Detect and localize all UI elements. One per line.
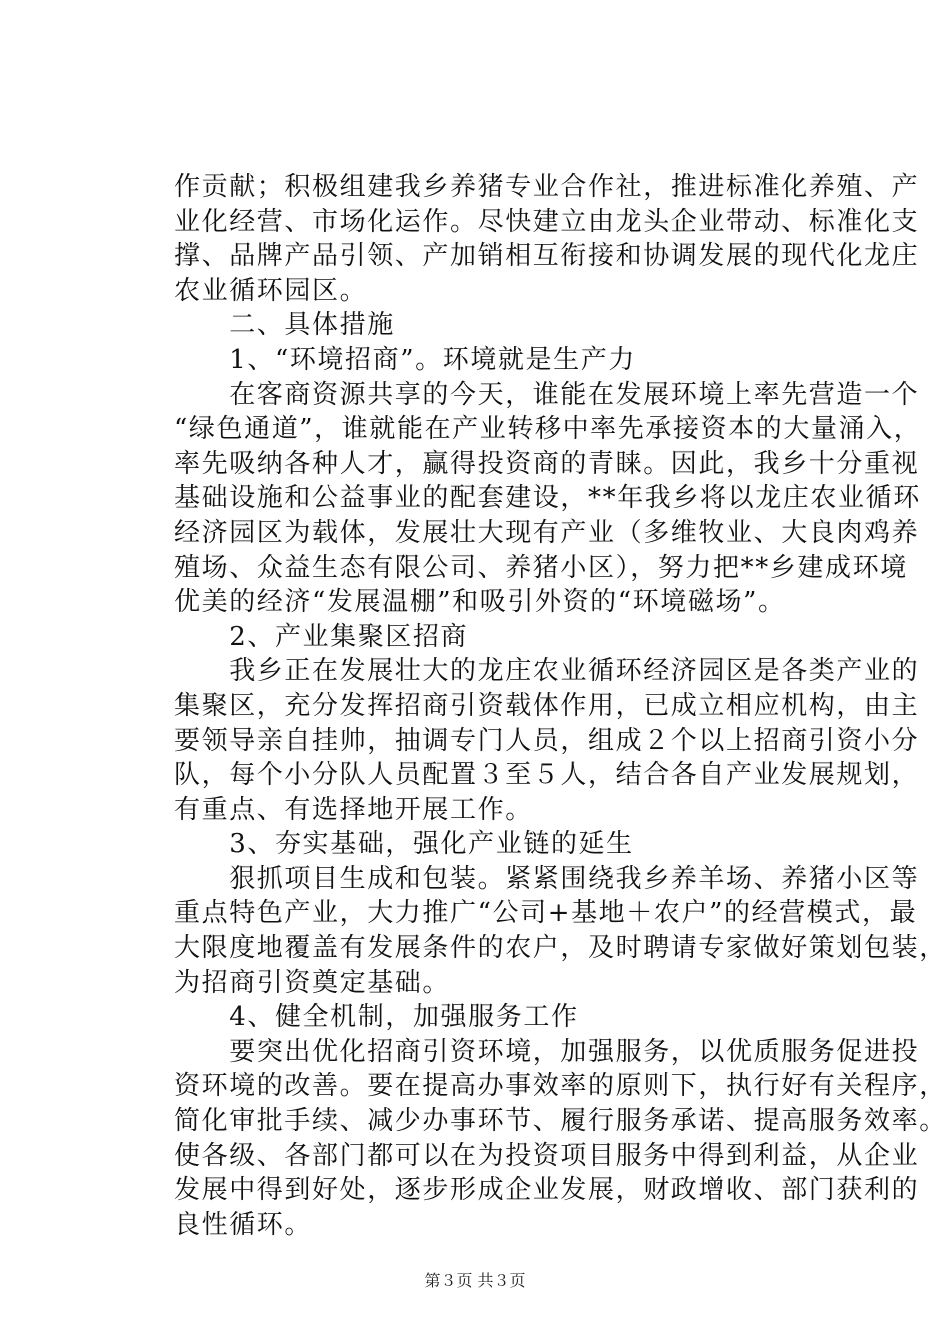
- text-line: 有重点、有选择地开展工作。: [174, 794, 533, 825]
- text-line: 在客商资源共享的今天，谁能在发展环境上率先营造一个: [174, 379, 920, 410]
- text-line: 使各级、各部门都可以在为投资项目服务中得到利益，从企业: [174, 1140, 920, 1171]
- text-line: 资环境的改善。要在提高办事效率的原则下，执行好有关程序，: [174, 1071, 947, 1102]
- text-line: 优美的经济“发展温棚”和吸引外资的“环境磁场”。: [174, 587, 786, 618]
- text-line: 4、健全机制，加强服务工作: [174, 1002, 579, 1033]
- text-line: 2、产业集聚区招商: [174, 621, 469, 652]
- text-line: 集聚区，充分发挥招商引资载体作用，已成立相应机构，由主: [174, 690, 920, 721]
- text-line: 要领导亲自挂帅，抽调专门人员，组成２个以上招商引资小分: [174, 725, 920, 756]
- text-line: 撑、品牌产品引领、产加销相互衔接和协调发展的现代化龙庄: [174, 241, 920, 272]
- text-line: 良性循环。: [174, 1209, 313, 1240]
- text-line: 狠抓项目生成和包装。紧紧围绕我乡养羊场、养猪小区等: [174, 863, 920, 894]
- text-line: 发展中得到好处，逐步形成企业发展，财政增收、部门获利的: [174, 1175, 920, 1206]
- text-line: 我乡正在发展壮大的龙庄农业循环经济园区是各类产业的: [174, 656, 920, 687]
- text-line: 殖场、众益生态有限公司、养猪小区），努力把**乡建成环境: [174, 552, 908, 583]
- text-line: 二、具体措施: [174, 310, 395, 341]
- text-line: 3、夯实基础，强化产业链的延生: [174, 829, 634, 860]
- text-line: 业化经营、市场化运作。尽快建立由龙头企业带动、标准化支: [174, 206, 920, 237]
- text-line: 要突出优化招商引资环境，加强服务，以优质服务促进投: [174, 1036, 920, 1067]
- text-line: “绿色通道”，谁就能在产业转移中率先承接资本的大量涌入，: [174, 414, 922, 445]
- text-line: 农业循环园区。: [174, 275, 368, 306]
- page-footer: 第３页 共３页: [424, 1271, 526, 1290]
- document-body: [174, 170, 947, 1242]
- text-line: 作贡献；积极组建我乡养猪专业合作社，推进标准化养殖、产: [174, 172, 920, 202]
- text-line: 大限度地覆盖有发展条件的农户，及时聘请专家做好策划包装，: [174, 933, 947, 964]
- text-line: 基础设施和公益事业的配套建设，**年我乡将以龙庄农业循环: [174, 483, 921, 514]
- text-line: 简化审批手续、减少办事环节、履行服务承诺、提高服务效率。: [174, 1106, 947, 1137]
- text-line: 队，每个小分队人员配置３至５人，结合各自产业发展规划，: [174, 760, 920, 791]
- text-line: 率先吸纳各种人才，赢得投资商的青睐。因此，我乡十分重视: [174, 448, 920, 479]
- text-line: 经济园区为载体，发展壮大现有产业（多维牧业、大良肉鸡养: [174, 517, 920, 548]
- text-line: 重点特色产业，大力推广“公司+基地＋农户”的经营模式，最: [174, 898, 918, 929]
- text-line: 为招商引资奠定基础。: [174, 967, 451, 998]
- text-line: 1、“环境招商”。环境就是生产力: [174, 344, 636, 375]
